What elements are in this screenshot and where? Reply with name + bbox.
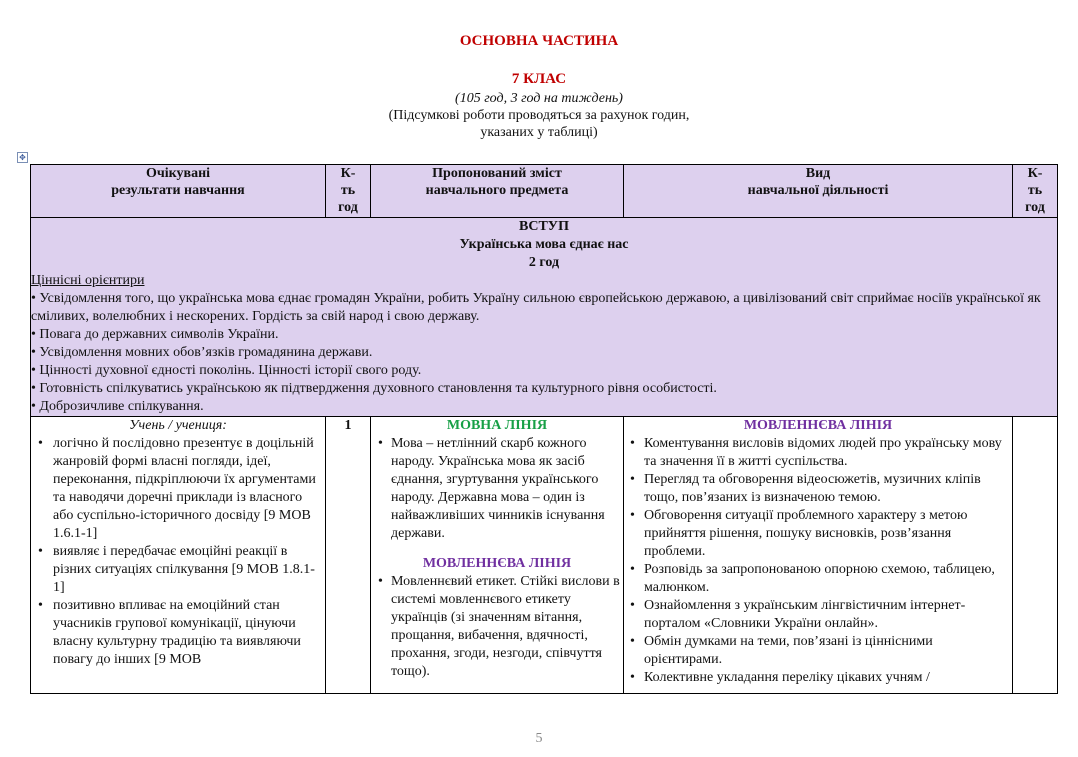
list-item: • Мова – нетлінний скарб кожного народу. Українська мова як засіб єднання, згуртування українського народу. Державна мова – один із найважливіших чинників існування держави.: [371, 435, 623, 543]
list-item: • Обмін думками на теми, пов’язані із ціннісними орієнтирами.: [624, 633, 1012, 669]
values-heading: Ціннісні орієнтири: [31, 273, 145, 288]
language-line-title: МОВНА ЛІНІЯ: [446, 418, 548, 433]
pupil-label: Учень / учениця:: [129, 418, 227, 433]
header-hours-count-right: [1013, 165, 1058, 218]
value-item: • Доброзичливе спілкування.: [31, 399, 204, 414]
activity-type-cell: [624, 417, 1013, 694]
program-table: [30, 164, 1058, 694]
value-item: • Усвідомлення мовних обов’язків громадянина держави.: [31, 345, 373, 360]
note-line-2: указаних у таблиці): [480, 125, 598, 140]
page-number: 5: [535, 731, 543, 746]
value-item: • Цінності духовної єдності поколінь. Цінності історії свого роду.: [31, 363, 422, 378]
section-title: ОСНОВНА ЧАСТИНА: [459, 33, 619, 49]
speech-line-title: МОВЛЕННЄВА ЛІНІЯ: [422, 556, 572, 571]
list-item: • Ознайомлення з українським лінгвістичним інтернет-порталом «Словники України онлайн».: [624, 597, 1012, 633]
list-item: • логічно й послідовно презентує в доцільній жанровій формі власні погляди, ідеї, переконання, підкріплюючи їх аргументами та наводячи доречні приклади із власного або суспільно-історичного досвіду [9 МОВ 1.6.1-1]: [31, 435, 325, 543]
value-item: • Повага до державних символів України.: [31, 327, 279, 342]
list-item: • Мовленнєвий етикет. Стійкі вислови в системі мовленнєвого етикету українців (зі значенням вітання, прощання, вибачення, вдячності, прохання, згоди, незгоди, співчуття тощо).: [371, 573, 623, 681]
language-line-list: [371, 435, 623, 543]
hours-value: 1: [344, 418, 352, 433]
header-proposed-content: [371, 165, 624, 218]
header-text: Вид: [805, 166, 831, 181]
list-item: • Розповідь за запропонованою опорною схемою, таблицею, малюнком.: [624, 561, 1012, 597]
intro-row: [31, 218, 1058, 417]
content-row: [31, 417, 1058, 694]
header-text: Очікувані: [145, 166, 211, 181]
note-line-1: (Підсумкові роботи проводяться за рахунок годин,: [388, 108, 690, 123]
list-item: • Перегляд та обговорення відеосюжетів, музичних кліпів тощо, пов’язаних із визначеною темою.: [624, 471, 1012, 507]
outcomes-list: [31, 435, 325, 669]
header-text: К-: [340, 166, 356, 181]
table-move-handle-icon[interactable]: ✥: [17, 152, 28, 163]
activities-list: [624, 435, 1012, 687]
list-item: • Колективне укладання переліку цікавих учням /: [624, 669, 1012, 687]
expected-results-cell: [31, 417, 326, 694]
value-item: • Усвідомлення того, що українська мова єднає громадян України, робить Україну сильною європейською державою, а цивілізований світ сприймає носіїв української як сміливих, волелюбних і нескорених. Гордість за свій народ і свою державу.: [31, 291, 1041, 324]
spacer: [371, 543, 623, 555]
list-item: • виявляє і передбачає емоційні реакції в різних ситуаціях спілкування [9 МОВ 1.8.1-1]: [31, 543, 325, 597]
hours-cell-right: [1013, 417, 1058, 694]
header-text: ть: [340, 183, 356, 198]
intro-subtitle: Українська мова єднає нас: [459, 237, 629, 252]
value-item: • Готовність спілкуватись українською як підтвердження духовного становлення та культурного рівня особистості.: [31, 381, 717, 396]
class-title: 7 КЛАС: [511, 71, 567, 87]
list-item: • Обговорення ситуації проблемного характеру з метою прийняття рішення, пошуку висновків, розв’язання проблеми.: [624, 507, 1012, 561]
intro-hours: 2 год: [528, 255, 560, 270]
intro-title: ВСТУП: [519, 219, 569, 234]
list-item: • Коментування висловів відомих людей про українську мову та значення її в житті суспільства.: [624, 435, 1012, 471]
list-item: • позитивно впливає на емоційний стан учасників групової комунікації, цінуючи власну культурну традицію та виявляючи повагу до інших [9 МОВ: [31, 597, 325, 669]
activity-line-title: МОВЛЕННЄВА ЛІНІЯ: [743, 418, 893, 433]
header-text: навчальної діяльності: [747, 183, 889, 198]
header-text: К-: [1027, 166, 1043, 181]
header-hours-count: [326, 165, 371, 218]
header-text: ть: [1027, 183, 1043, 198]
header-activity-type: [624, 165, 1013, 218]
header-text: Пропонований зміст: [432, 166, 562, 181]
header-text: год: [1025, 200, 1045, 215]
header-text: навчального предмета: [425, 183, 569, 198]
speech-line-list: [371, 573, 623, 681]
header-text: результати навчання: [111, 183, 245, 198]
table-header-row: [31, 165, 1058, 218]
hours-subtitle: (105 год, 3 год на тиждень): [455, 91, 623, 106]
proposed-content-cell: [371, 417, 624, 694]
hours-cell: [326, 417, 371, 694]
intro-cell: [31, 218, 1058, 417]
header-text: год: [338, 200, 358, 215]
header-expected-results: [31, 165, 326, 218]
